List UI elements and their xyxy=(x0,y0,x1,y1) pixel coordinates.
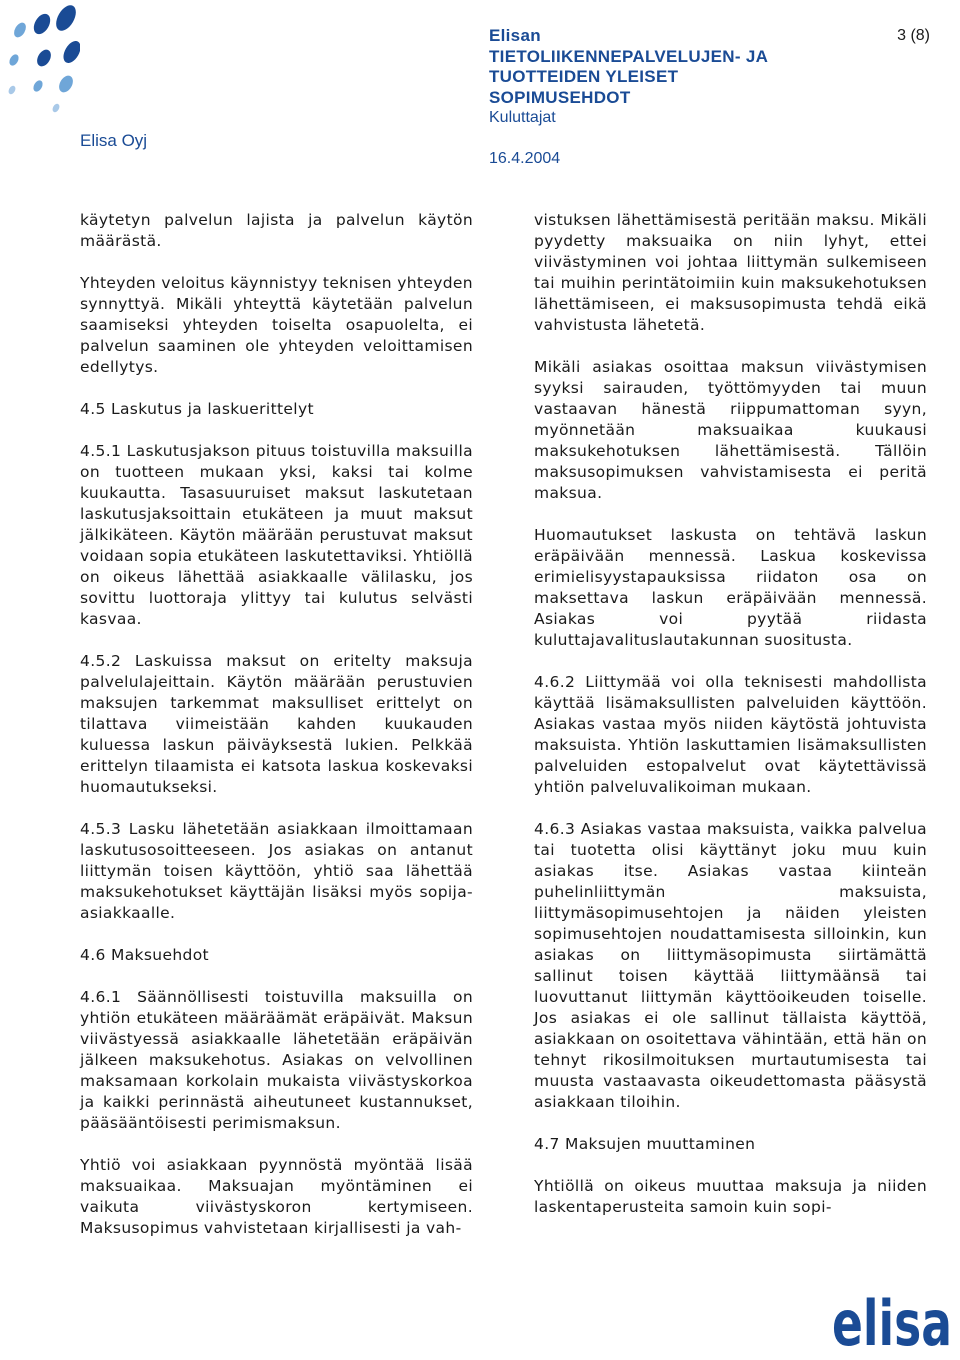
paragraph: Yhtiöllä on oikeus muuttaa maksuja ja niiden laskentaperusteita samoin kuin sopi- xyxy=(534,1177,927,1216)
doc-title-line: TIETOLIIKENNEPALVELUJEN- JA xyxy=(489,46,769,66)
doc-title-line: Elisan xyxy=(489,26,541,45)
paragraph: 4.6.1 Säännöllisesti toistuvilla maksuilla on yhtiön etukäteen määräämät eräpäivät. Maksun viivästyessä asiakkaalle lähetetään eräpäivän jälkeen maksukehotus. Asiakas on velvollinen maksamaan korkolain mukaista viivästyskorkoa ja kaikki perinnästä aiheutuneet kustannukset, pääsääntöisesti perimismaksun. xyxy=(80,988,473,1132)
paragraph: vistuksen lähettämisestä peritään maksu. Mikäli pyydetty maksuaika on niin lyhyt, ettei viivästyminen voi johtaa liittymän sulkemiseen tai muihin perintätoimiin kuin maksukehotuksen lähettämiseen, ei maksusopimusta tehdä eikä vahvistusta lähetetä. xyxy=(534,211,927,334)
elisa-logo xyxy=(830,1285,955,1355)
paragraph: 4.5.1 Laskutusjakson pituus toistuvilla maksuilla on tuotteen mukaan yksi, kaksi tai kolme kuukautta. Tasasuuruiset maksut laskutetaan laskutusjaksoittain etukäteen ja muut maksut jälkikäteen. Käytön määrään perustuvat maksut voidaan sopia etukäteen laskutettaviksi. Yhtiöllä on oikeus lähettää asiakkaalle välilasku, jos sovittu luottoraja ylittyy tai kulutus selvästi kasvaa. xyxy=(80,442,473,628)
paragraph: käytetyn palvelun lajista ja palvelun käytön määrästä. xyxy=(80,211,473,250)
right-column xyxy=(534,210,927,1239)
paragraph: Mikäli asiakas osoittaa maksun viivästymisen syyksi sairauden, työttömyyden tai muun vastaavan hänestä riippumattoman syyn, myönnetään maksuaikaa kuukausi maksukehotuksen lähettämisestä. Tällöin maksusopimuksen vahvistamisesta ei peritä maksua. xyxy=(534,358,927,502)
left-column xyxy=(80,210,473,1260)
document-title xyxy=(489,26,768,128)
section-heading: 4.7 Maksujen muuttaminen xyxy=(534,1135,756,1153)
dots-logo-icon xyxy=(0,0,80,120)
paragraph: 4.6.3 Asiakas vastaa maksuista, vaikka palvelua tai tuotetta olisi käyttänyt joku muu kuin asiakas itse. Asiakas vastaa kiinteän puhelinliittymän maksuista, liittymäsopimusehtojen ja näiden yleisten sopimusehtojen noudattamisesta silloinkin, kun asiakas on liittymäsopimusta siirtämättä sallinut toisen käyttää liittymäänsä tai luovuttanut liittymän käyttöoikeuden toiselle. Jos asiakas ei ole sallinut tällaista käyttöä, asiakkaan on osoitettava vähintään, että hän on tehnyt rikosilmoituksen murtautumisesta tai muusta vastaavasta oikeudettomasta pääsystä asiakkaan tiloihin. xyxy=(534,820,927,1111)
document-date: 16.4.2004 xyxy=(489,150,561,167)
doc-title-line: SOPIMUSEHDOT xyxy=(489,87,631,107)
audience-label: Kuluttajat xyxy=(489,109,556,126)
doc-title-line: TUOTTEIDEN YLEISET xyxy=(489,67,679,86)
paragraph: Huomautukset laskusta on tehtävä laskun eräpäivään mennessä. Laskua koskevissa erimielisyystapauksissa riidaton osa on maksettava laskun eräpäivään mennessä. Asiakas voi pyytää riidasta kuluttajavalituslautakunnan suositusta. xyxy=(534,526,927,649)
section-heading: 4.6 Maksuehdot xyxy=(80,946,209,964)
company-name: Elisa Oyj xyxy=(80,131,148,150)
section-heading: 4.5 Laskutus ja laskuerittelyt xyxy=(80,400,314,418)
paragraph: Yhtiö voi asiakkaan pyynnöstä myöntää lisää maksuaikaa. Maksuajan myöntäminen ei vaikuta viivästyskoron kertymiseen. Maksusopimus vahvistetaan kirjallisesti ja vah- xyxy=(80,1156,473,1237)
paragraph: 4.5.2 Laskuissa maksut on eritelty maksuja palvelulajeittain. Käytön määrään perustuvien maksujen tarkemmat maksulliset erittelyt on tilattava viimeistään kahden kuukauden kuluessa laskun päiväyksestä lukien. Pelkkää erittelyn tilaamista ei katsota laskua koskevaksi huomautukseksi. xyxy=(80,652,473,796)
page-number: 3 (8) xyxy=(897,27,930,44)
paragraph: 4.5.3 Lasku lähetetään asiakkaan ilmoittamaan laskutusosoitteeseen. Jos asiakas on antanut liittymän toisen käyttöön, yhtiö saa lähettää maksukehotukset käyttäjän lisäksi myös sopija-asiakkaalle. xyxy=(80,820,473,922)
paragraph: Yhteyden veloitus käynnistyy teknisen yhteyden synnyttyä. Mikäli yhteyttä käytetään palvelun saamiseksi yhteyden toiselta osapuolelta, ei palvelun saaminen ole yhteyden veloittamisen edellytys. xyxy=(80,274,473,376)
paragraph: 4.6.2 Liittymää voi olla teknisesti mahdollista käyttää lisämaksullisten palveluiden käyttöön. Asiakas vastaa myös niiden käytöstä johtuvista maksuista. Yhtiön laskuttamien lisämaksullisten palveluiden estopalvelut ovat käytettävissä yhtiön palveluvalikoiman mukaan. xyxy=(534,673,927,796)
logo-wordmark: elisa xyxy=(832,1287,952,1355)
